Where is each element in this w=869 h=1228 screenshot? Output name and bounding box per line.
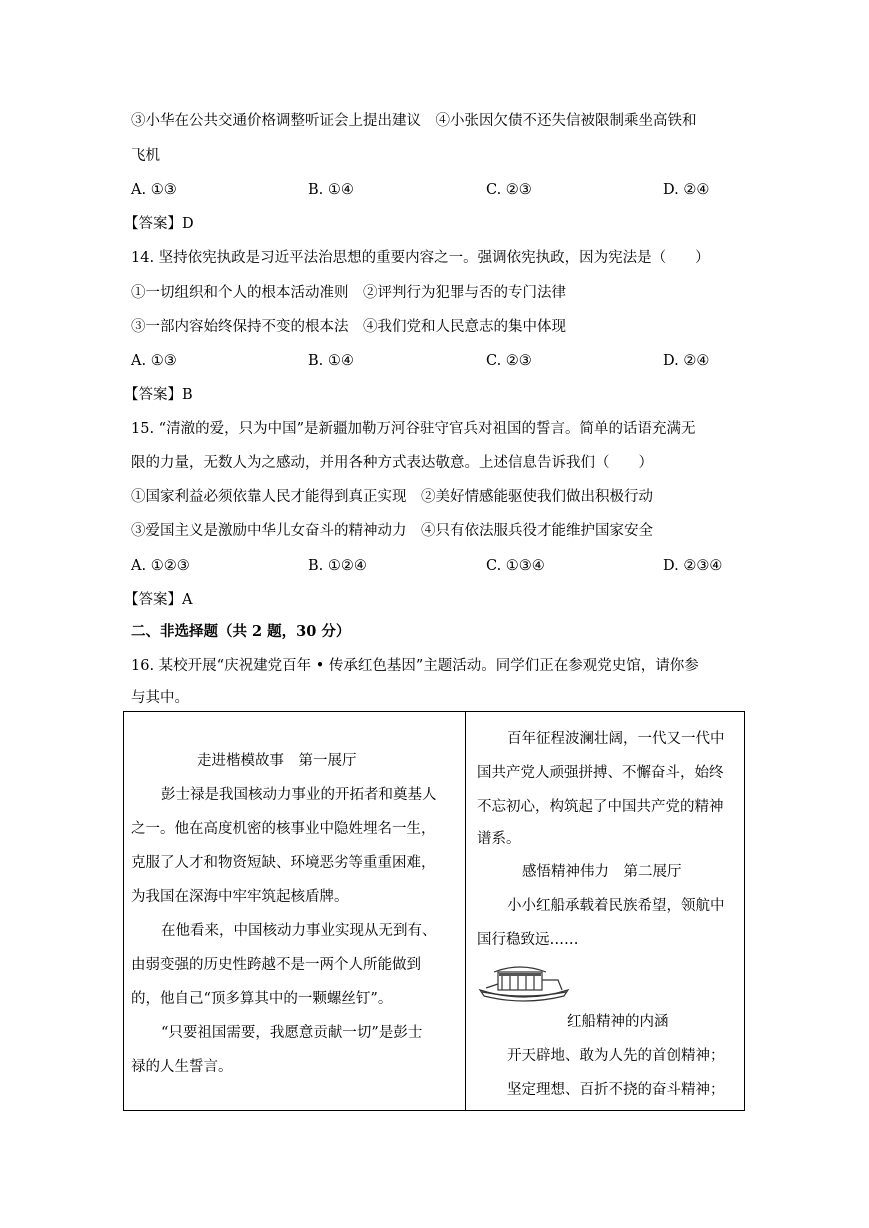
- left-cell-paragraph: “只要祖国需要，我愿意贡献一切”是彭士: [161, 1025, 423, 1041]
- q13-option-d: D. ②④: [663, 182, 710, 198]
- q14-stem: 14. 坚持依宪执政是习近平法治思想的重要内容之一。强调依宪执政，因为宪法是（ ）: [131, 250, 710, 266]
- section-heading: 二、非选择题（共 2 题，30 分）: [131, 623, 351, 640]
- left-cell-paragraph: 克服了人才和物资短缺、环境恶劣等重重困难，: [131, 855, 436, 871]
- q14-option-a: A. ①③: [131, 353, 177, 369]
- q15-statement-line: ①国家利益必须依靠人民才能得到真正实现 ②美好情感能驱使我们做出积极行动: [131, 489, 653, 505]
- q16-stem: 16. 某校开展“庆祝建党百年 • 传承红色基因”主题活动。同学们正在参观党史馆，请你参: [131, 658, 699, 674]
- q15-stem-cont: 限的力量，无数人为之感动，并用各种方式表达敬意。上述信息告诉我们（ ）: [131, 455, 653, 471]
- q13-statement-line-cont: 飞机: [131, 148, 160, 164]
- right-cell-intro: 谱系。: [477, 831, 521, 847]
- q15-option-a: A. ①②③: [131, 558, 190, 574]
- left-cell-paragraph: 为我国在深海中牢牢筑起核盾牌。: [131, 889, 349, 905]
- q15-statement-line: ③爱国主义是激励中华儿女奋斗的精神动力 ④只有依法服兵役才能维护国家安全: [131, 523, 653, 539]
- q13-option-b: B. ①④: [308, 182, 354, 198]
- right-cell-list-item: 坚定理想、百折不挠的奋斗精神；: [507, 1082, 725, 1098]
- q15-option-d: D. ②③④: [663, 558, 723, 574]
- q13-answer: 【答案】D: [124, 216, 194, 232]
- q15-answer: 【答案】A: [124, 592, 193, 608]
- left-cell-title: 走进楷模故事 第一展厅: [197, 753, 357, 769]
- q14-statement-line: ③一部内容始终保持不变的根本法 ④我们党和人民意志的集中体现: [131, 319, 566, 335]
- q13-option-c: C. ②③: [486, 182, 532, 198]
- q14-statement-line: ①一切组织和个人的根本活动准则 ②评判行为犯罪与否的专门法律: [131, 285, 566, 301]
- right-cell-title: 感悟精神伟力 第二展厅: [522, 864, 682, 880]
- q15-stem: 15. “清澈的爱，只为中国”是新疆加勒万河谷驻守官兵对祖国的誓言。简单的话语充满无: [131, 421, 696, 437]
- left-cell-paragraph: 由弱变强的历史性跨越不是一两个人所能做到: [131, 957, 421, 973]
- q14-answer: 【答案】B: [124, 387, 193, 403]
- table-divider: [465, 711, 466, 1111]
- red-boat-illustration: [478, 960, 570, 1004]
- q13-statement-line: ③小华在公共交通价格调整听证会上提出建议 ④小张因欠债不还失信被限制乘坐高铁和: [131, 113, 697, 129]
- right-cell-list-item: 开天辟地、敢为人先的首创精神；: [507, 1048, 725, 1064]
- left-cell-paragraph: 之一。他在高度机密的核事业中隐姓埋名一生，: [131, 821, 436, 837]
- q16-stem-cont: 与其中。: [131, 690, 189, 706]
- right-cell-intro: 不忘初心，构筑起了中国共产党的精神: [477, 799, 724, 815]
- right-cell-intro: 国共产党人顽强拼搏、不懈奋斗，始终: [477, 765, 724, 781]
- q14-option-b: B. ①④: [308, 353, 354, 369]
- q14-option-c: C. ②③: [486, 353, 532, 369]
- q15-option-c: C. ①③④: [486, 558, 545, 574]
- right-cell-caption: 红船精神的内涵: [567, 1014, 669, 1030]
- q15-option-b: B. ①②④: [308, 558, 367, 574]
- left-cell-paragraph: 彭士禄是我国核动力事业的开拓者和奠基人: [161, 787, 437, 803]
- left-cell-paragraph: 在他看来，中国核动力事业实现从无到有、: [161, 923, 437, 939]
- q14-option-d: D. ②④: [663, 353, 710, 369]
- right-cell-paragraph: 小小红船承载着民族希望，领航中: [507, 898, 725, 914]
- q13-option-a: A. ①③: [131, 182, 177, 198]
- right-cell-paragraph: 国行稳致远……: [477, 932, 579, 948]
- left-cell-paragraph: 的，他自己“顶多算其中的一颗螺丝钉”。: [131, 991, 393, 1007]
- right-cell-intro: 百年征程波澜壮阔，一代又一代中: [507, 731, 725, 747]
- left-cell-paragraph: 禄的人生誓言。: [131, 1059, 233, 1075]
